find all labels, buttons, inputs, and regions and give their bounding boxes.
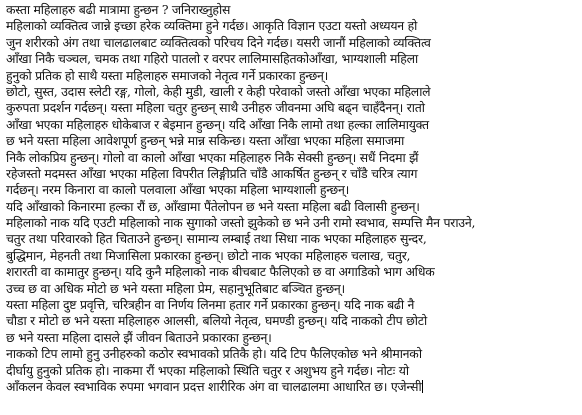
document-line: बुद्धिमान, मेहनती तथा मिजासिला प्रकारका हुन्छन्। छोटो नाक भएका महिलाहरु चलाख, चतुर,: [6, 247, 411, 263]
document-line: आँखा भएका महिलाहरु धोकेबाज र बेइमान हुन्छन्। यदि आँखा निकै लामो तथा हल्का लालिमायुक्त: [6, 116, 429, 132]
document-line: उच्च छ वा अधिक मोटो छ भने यस्ता महिला प्रेम, सहानुभूतिबाट बञ्चित हुन्छन्।: [6, 280, 345, 296]
document-line: छ भने यस्ता महिला आवेशपूर्ण हुन्छन् भन्ने मान्न सकिन्छ। यस्ता आँखा भएका महिला समाजमा: [6, 133, 405, 149]
document-line: महिलाको व्यक्तित्व जान्ने इच्छा हरेक व्यक्तिमा हुने गर्दछ। आकृति विज्ञान एउटा यस्तो अध्ययन हो: [6, 18, 418, 34]
text-cursor: [422, 380, 423, 393]
document-line: निकै लोकप्रिय हुन्छन्। गोलो वा कालो आँखा भएका महिलाहरु निकै सेक्सी हुन्छन्। सधैं निदमा झैं: [6, 149, 419, 165]
document-line: आँकलन केवल स्वभाविक रुपमा भगवान प्रदत्त शारीरिक अंग वा चालढालमा आधारित छ। एजेन्सी: [6, 378, 422, 394]
document-line: नाकको टिप लामो हुनु उनीहरुको कठोर स्वभावको प्रतिकै हो। यदि टिप फैलिएकोछ भने श्रीमानको: [6, 346, 422, 362]
document-line: दीर्घायु हुनुको प्रतिक हो। नाकमा रौं भएका महिलाको स्थिति चतुर र अशुभय हुने गर्दछ। नोटः यो: [6, 362, 409, 378]
document-line: यदि आँखाको किनारमा हल्का रौं छ, आँखामा पैंतेलोपन छ भने यस्ता महिला बढी विलासी हुन्छन्।: [6, 198, 420, 214]
document-line: रहेजस्तो मदमस्त आँखा भएका महिला विपरीत लिङ्गीप्रति चाँडै आकर्षित हुन्छन् र चाँडै चरित्र त्याग: [6, 165, 418, 181]
document-line: कुरुपता प्रदर्शन गर्दछन्। यस्ता महिला चतुर हुन्छन् साथै उनीहरु जीवनमा अघि बढ्न चाहँदैनन्। रातो: [6, 100, 425, 116]
document-line: महिलाको नाक यदि एउटी महिलाको नाक सुगाको जस्तो झुकेको छ भने उनी रामो स्वभाव, सम्पत्ति मैन पराउने,: [6, 215, 476, 231]
document-last-line: [6, 379, 576, 395]
document-line: जुन शरीरको अंग तथा चालढालबाट व्यक्तित्वको परिचय दिने गर्दछ। यसरी जानौं महिलाको व्यक्तित्व: [6, 34, 431, 50]
document-title: कस्ता महिलाहरु बढी मात्रामा हुन्छन ? जनिराख्नुहोस: [6, 2, 231, 17]
document-line: चतुर तथा परिवारको हित चिताउने हुन्छन्। सामान्य लम्बाई तथा सिधा नाक भएका महिलाहरु सुन्दर,: [6, 231, 427, 247]
document-line: यस्ता महिला दुष्ट प्रवृत्ति, चरित्रहीन वा निर्णय लिनमा हतार गर्ने प्रकारका हुन्छन्। यदि नाक बढी नै: [6, 297, 415, 313]
document-line: आँखा निकै चञ्चल, चमक तथा गहिरो पातलो र वरपर लालिमासहितकोआँखा, भाग्यशाली महिला: [6, 51, 418, 67]
document-line: शरारती वा कामातुर हुन्छन्। यदि कुनै महिलाको नाक बीचबाट फैलिएको छ वा अगाडिको भाग अधिक: [6, 264, 435, 280]
document-line: चौडा र मोटो छ भने यस्ता महिलाहरु आलसी, बलियो नेतृत्व, घमण्डी हुन्छन्। यदि नाकको टीप छोटो: [6, 313, 427, 329]
document-line: छोटो, सुस्त, उदास स्लेटी रङ्ग, गोलो, केही मुडी, खाली र केही परेवाको जस्तो आँखा भएका महिलाले: [6, 83, 431, 99]
document-line: गर्दछन्। नरम किनारा वा कालो पलवाला आँखा भएका महिला भाग्यशाली हुन्छन्।: [6, 182, 350, 198]
document-line: हुनुको प्रतिक हो साथै यस्ता महिलाहरु समाजको नेतृत्व गर्ने प्रकारका हुन्छन्।: [6, 67, 329, 83]
document-line: छ भने यस्ता महिला दासले झैं जीवन बिताउने प्रकारका हुन्छन्।: [6, 329, 272, 345]
